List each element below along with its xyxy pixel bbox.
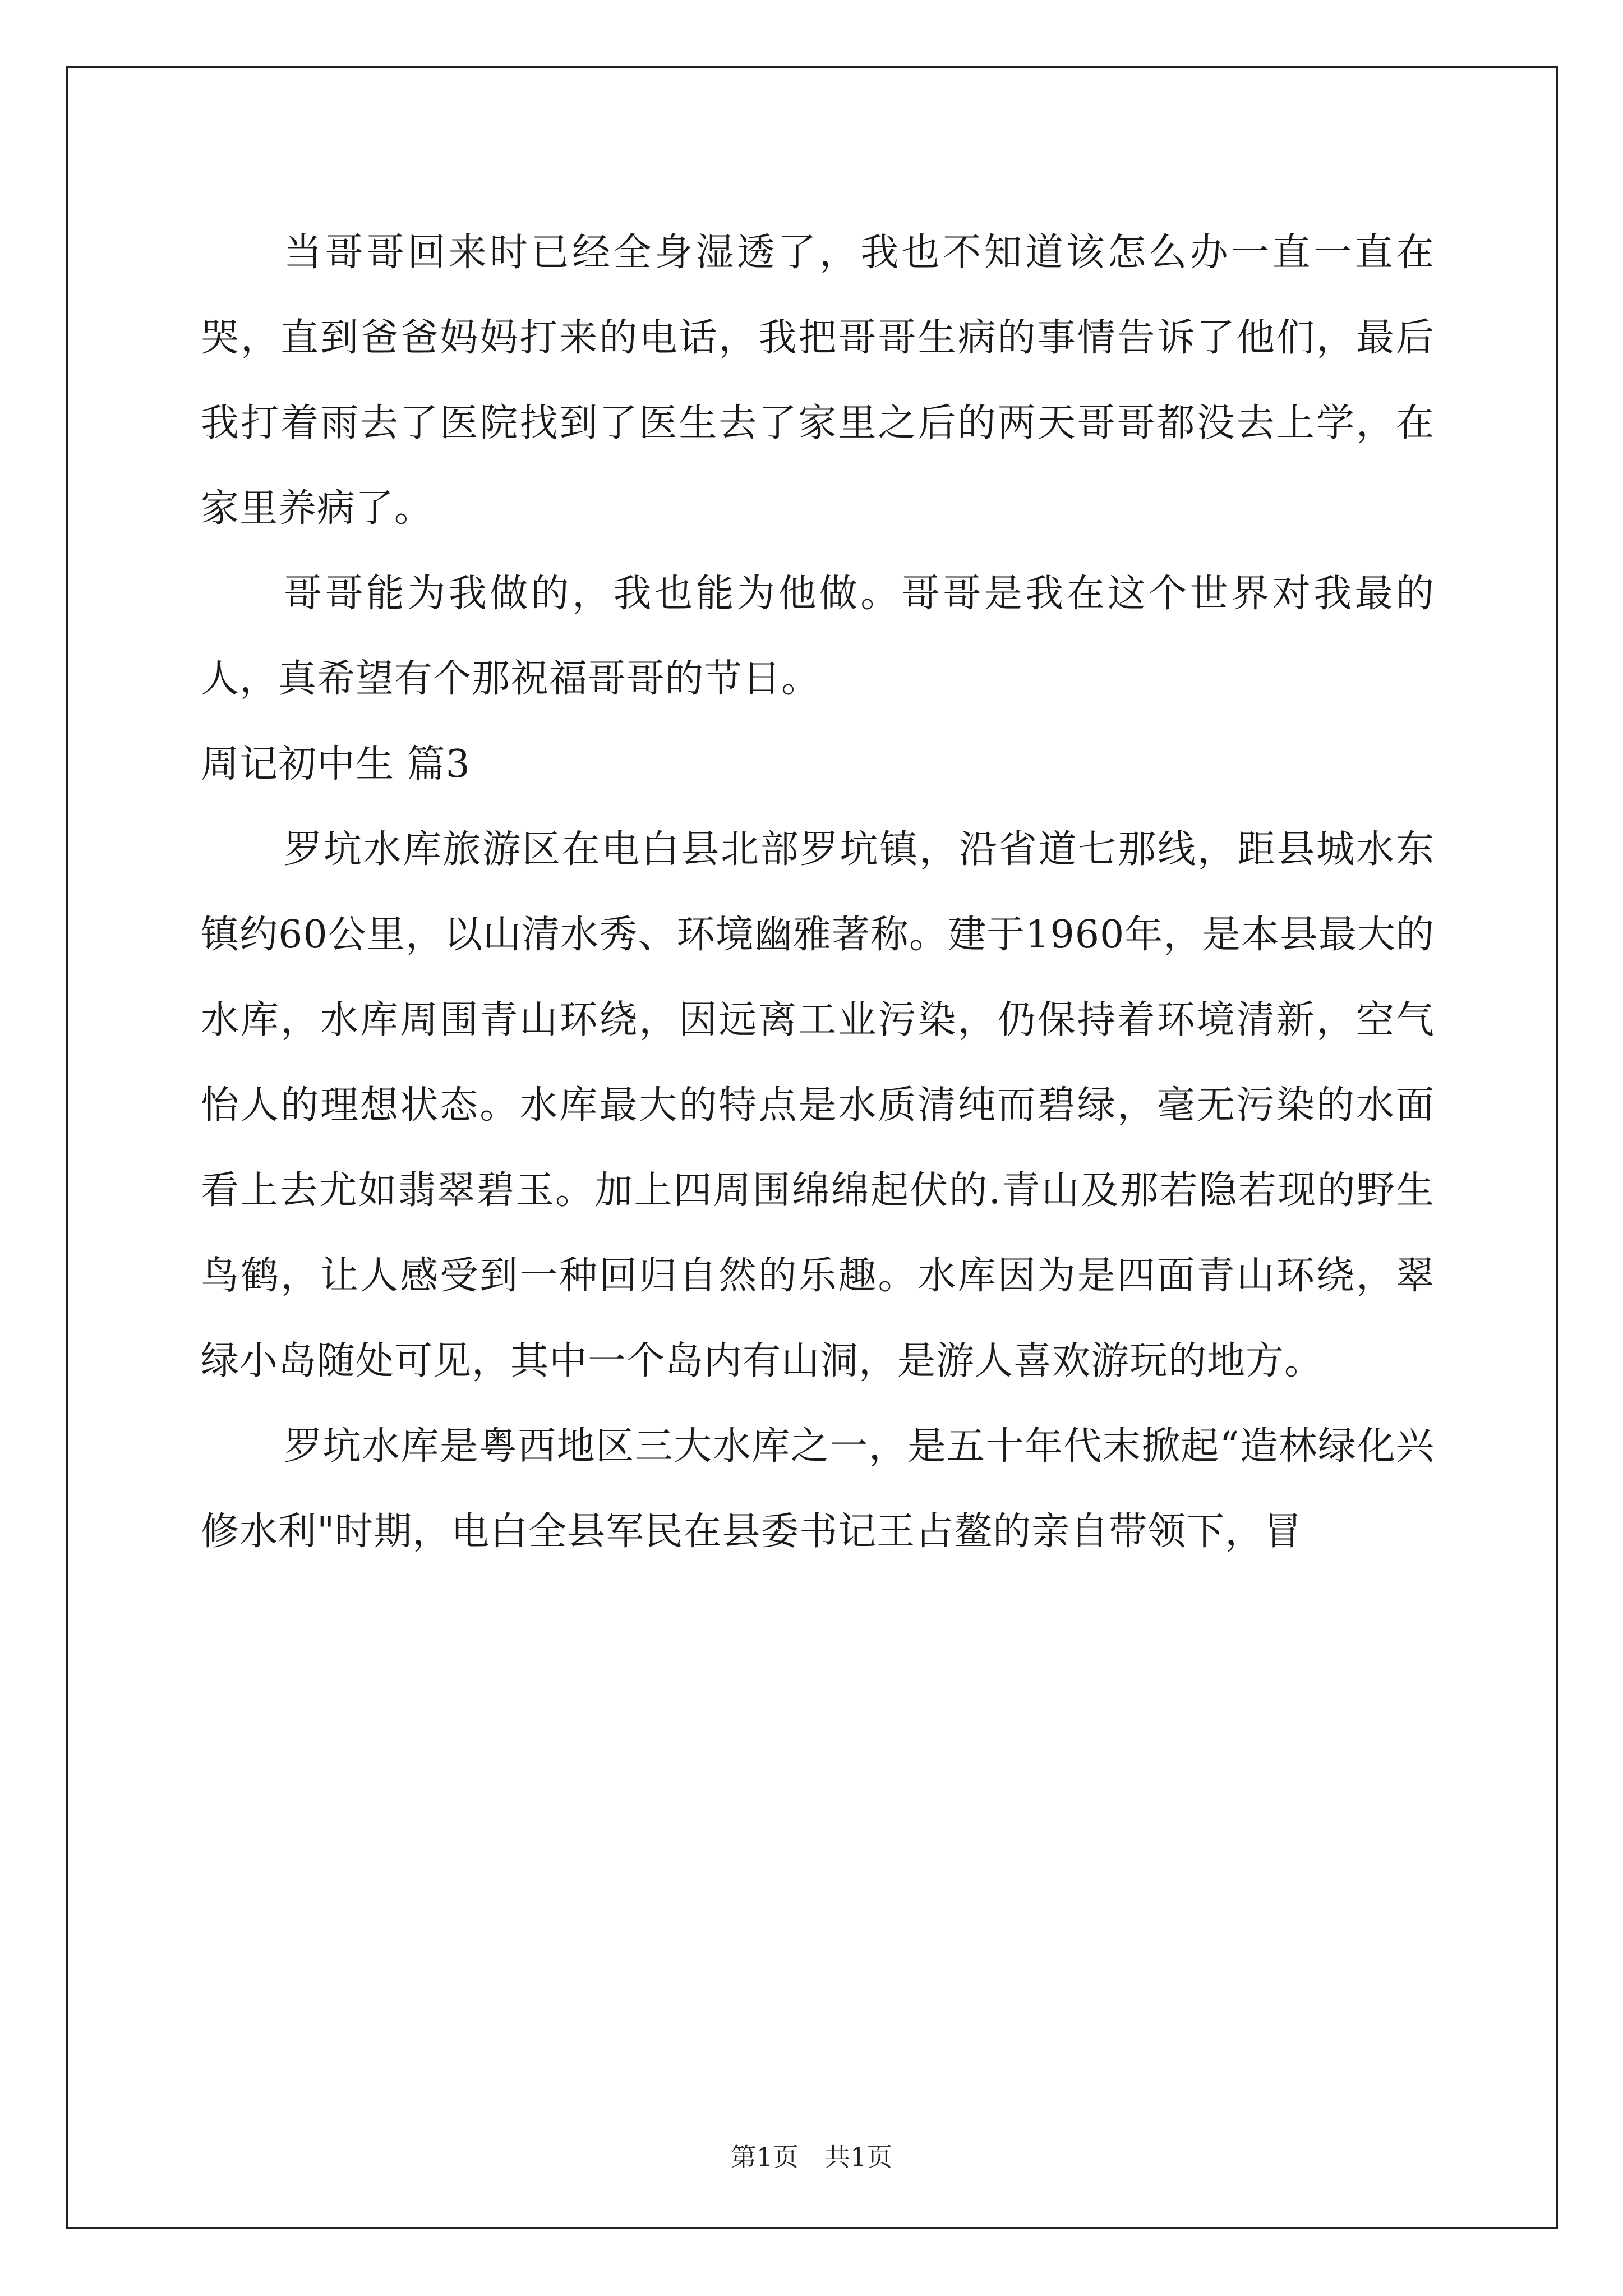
paragraph: 哥哥能为我做的，我也能为他做。哥哥是我在这个世界对我最的人，真希望有个那祝福哥哥的节日。 [201, 572, 1435, 701]
paragraph: 罗坑水库是粤西地区三大水库之一，是五十年代末掀起“造林绿化兴修水利"时期，电白全县军民在县委书记王占鳌的亲自带领下，冒 [201, 1424, 1435, 1554]
paragraph: 罗坑水库旅游区在电白县北部罗坑镇，沿省道七那线，距县城水东镇约60公里，以山清水秀、环境幽雅著称。建于1960年，是本县最大的水库，水库周围青山环绕，因远离工业污染，仍保持着环境清新，空气怡人的理想状态。水库最大的特点是水质清纯而碧绿，毫无污染的水面看上去尤如翡翠碧玉。加上四周围绵绵起伏的.青山及那若隐若现的野生鸟鹤，让人感受到一种回归自然的乐趣。水库因为是四面青山环绕，翠绿小岛随处可见，其中一个岛内有山洞，是游人喜欢游玩的地方。 [201, 827, 1435, 1383]
page-number-footer: 第1页 共1页 [730, 2142, 893, 2172]
document-body [201, 210, 1435, 1575]
section-heading: 周记初中生 篇3 [201, 742, 471, 786]
paragraph: 当哥哥回来时已经全身湿透了，我也不知道该怎么办一直一直在哭，直到爸爸妈妈打来的电话，我把哥哥生病的事情告诉了他们，最后我打着雨去了医院找到了医生去了家里之后的两天哥哥都没去上学，在家里养病了。 [201, 231, 1435, 531]
